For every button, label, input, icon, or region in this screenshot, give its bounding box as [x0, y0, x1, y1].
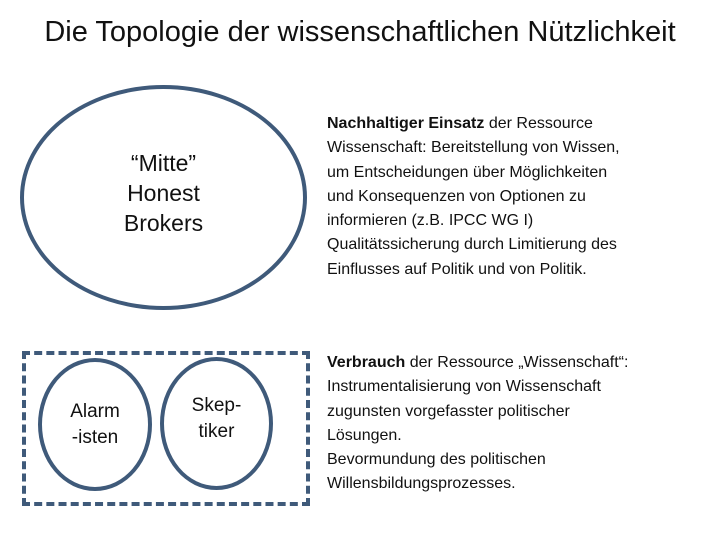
nachhaltig-line-1 [327, 112, 712, 136]
verbrauch-line-1 [327, 351, 712, 375]
alarmisten-label [70, 399, 120, 451]
honest-brokers-line-3: Brokers [123, 209, 204, 236]
verbrauch-text [327, 351, 712, 497]
nachhaltig-line-7: Einflusses auf Politik und von Politik. [327, 260, 587, 278]
honest-brokers-label [124, 148, 203, 238]
nachhaltig-line-2: Wissenschaft: Bereitstellung von Wissen, [327, 139, 620, 157]
alarmisten-ellipse [38, 358, 152, 491]
nachhaltiger-einsatz-text [327, 112, 712, 282]
verbrauch-line-5: Bevormundung des politischen [327, 451, 546, 469]
verbrauch-bold: Verbrauch [327, 354, 406, 371]
nachhaltig-line-1-rest: der Ressource [484, 115, 593, 132]
verbrauch-line-4: Lösungen. [327, 426, 402, 444]
verbrauch-line-6: Willensbildungsprozesses. [327, 475, 516, 493]
nachhaltig-line-4: und Konsequenzen von Optionen zu [327, 187, 586, 205]
skeptiker-line-1: Skep- [191, 394, 242, 416]
alarmisten-line-1: Alarm [70, 400, 120, 422]
honest-brokers-line-1: “Mitte” [130, 149, 197, 176]
skeptiker-line-2: tiker [198, 420, 235, 442]
skeptiker-ellipse [160, 357, 273, 490]
honest-brokers-ellipse [20, 85, 307, 310]
honest-brokers-line-2: Honest [127, 179, 200, 206]
verbrauch-line-3: zugunsten vorgefasster politischer [327, 402, 570, 420]
nachhaltig-line-5: informieren (z.B. IPCC WG I) [327, 212, 534, 230]
nachhaltig-line-3: um Entscheidungen über Möglichkeiten [327, 163, 608, 181]
nachhaltig-bold: Nachhaltiger Einsatz [327, 115, 485, 132]
slide-title: Die Topologie der wissenschaftlichen Nützlichkeit [44, 16, 676, 48]
nachhaltig-line-6: Qualitätssicherung durch Limitierung des [327, 236, 617, 254]
verbrauch-line-1-rest: der Ressource „Wissenschaft“: [405, 354, 629, 371]
skeptiker-label [192, 393, 242, 445]
verbrauch-line-2: Instrumentalisierung von Wissenschaft [327, 378, 601, 396]
alarmisten-line-2: -isten [71, 426, 119, 448]
